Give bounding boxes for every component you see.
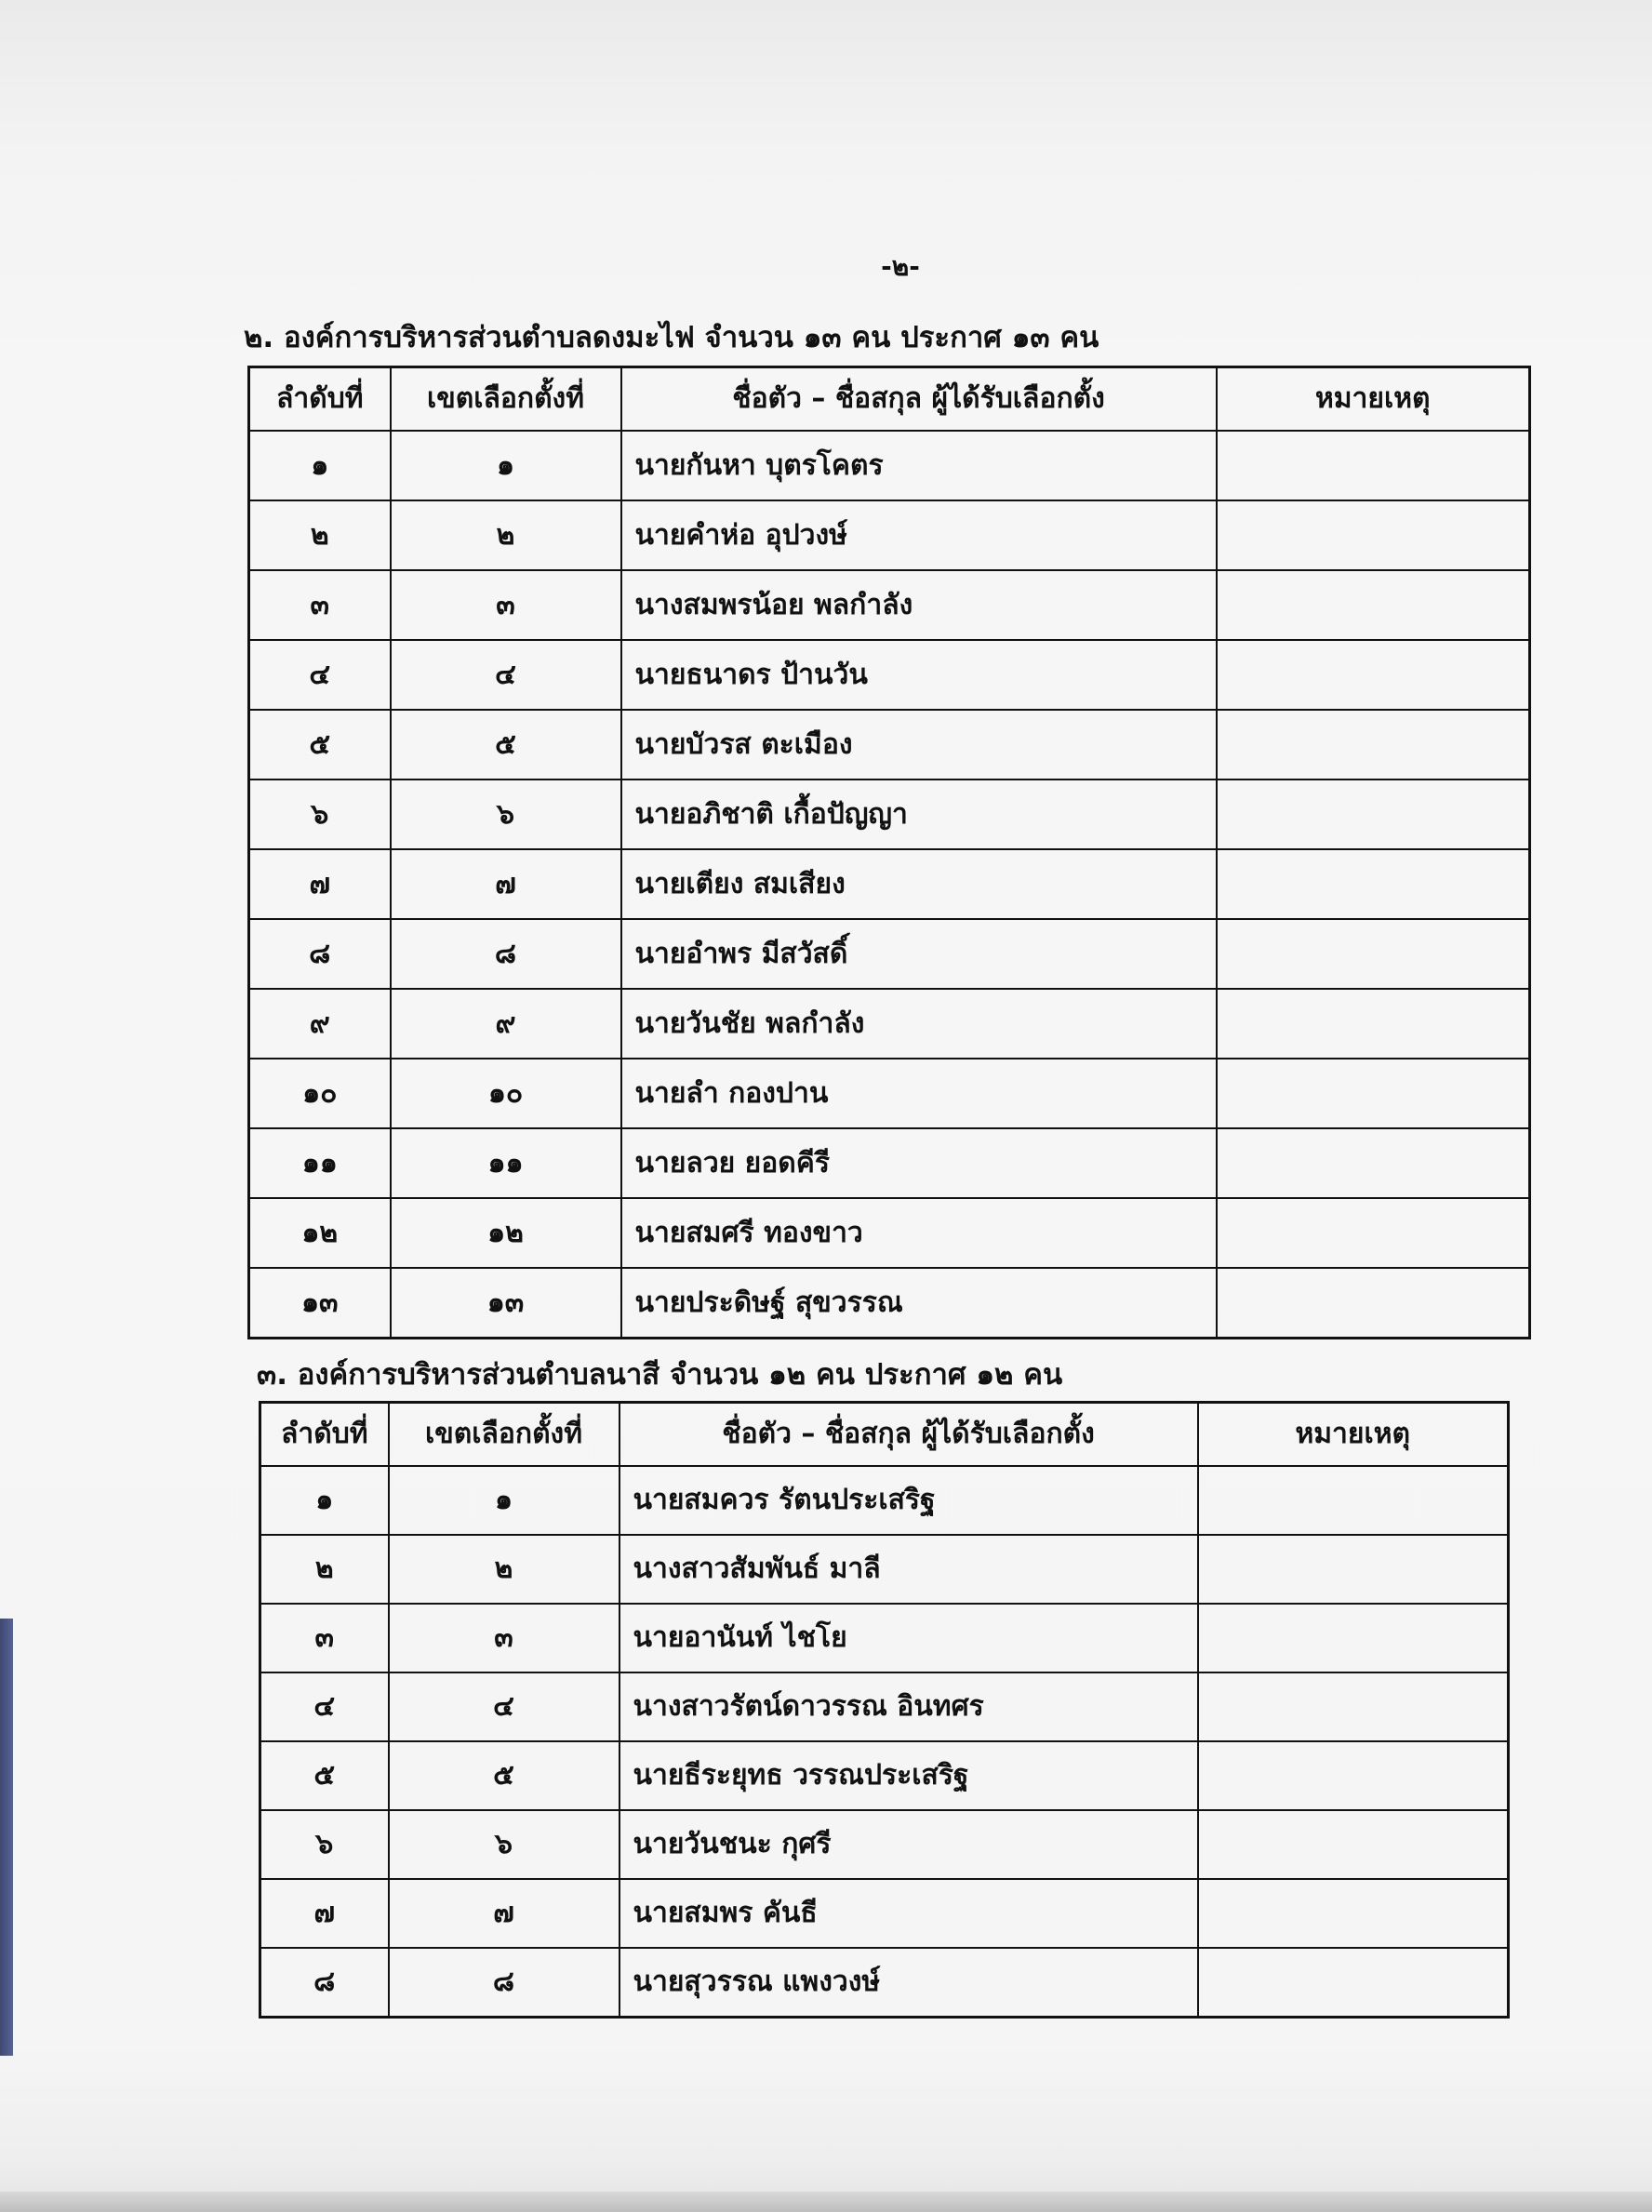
cell-order: ๔ — [249, 640, 391, 710]
table-row — [249, 1268, 1530, 1339]
cell-order: ๖ — [249, 780, 391, 849]
cell-name: นายอภิชาติ เกื้อปัญญา — [621, 780, 1217, 849]
cell-note — [1217, 431, 1530, 500]
cell-note — [1217, 1268, 1530, 1339]
cell-district: ๘ — [391, 919, 621, 989]
cell-district: ๑๓ — [391, 1268, 621, 1339]
cell-district: ๑ — [391, 431, 621, 500]
cell-order: ๕ — [249, 710, 391, 780]
header-district: เขตเลือกตั้งที่ — [391, 367, 621, 432]
header-order: ลำดับที่ — [260, 1403, 389, 1467]
table-row — [260, 1810, 1509, 1879]
cell-order: ๒ — [260, 1535, 389, 1604]
cell-name: นายวันชัย พลกำลัง — [621, 989, 1217, 1059]
cell-note — [1217, 710, 1530, 780]
cell-note — [1198, 1535, 1509, 1604]
section-3-title: ๓. องค์การบริหารส่วนตำบลนาสี จำนวน ๑๒ คน ประกาศ ๑๒ คน — [257, 1358, 1063, 1392]
cell-district: ๗ — [389, 1879, 620, 1948]
cell-note — [1198, 1810, 1509, 1879]
cell-name: นายสมควร รัตนประเสริฐ — [620, 1466, 1198, 1535]
header-note: หมายเหตุ — [1217, 367, 1530, 432]
cell-note — [1217, 780, 1530, 849]
cell-note — [1217, 640, 1530, 710]
cell-order: ๖ — [260, 1810, 389, 1879]
table-row — [249, 849, 1530, 919]
cell-name: นายประดิษฐ์ สุขวรรณ — [621, 1268, 1217, 1339]
cell-district: ๕ — [389, 1741, 620, 1810]
table-header-row — [249, 367, 1530, 432]
cell-name: นายคำห่อ อุปวงษ์ — [621, 500, 1217, 570]
cell-district: ๖ — [389, 1810, 620, 1879]
cell-district: ๕ — [391, 710, 621, 780]
cell-order: ๑ — [260, 1466, 389, 1535]
cell-note — [1217, 989, 1530, 1059]
table-row — [249, 989, 1530, 1059]
table-row — [260, 1466, 1509, 1535]
page-number: -๒- — [881, 251, 920, 282]
section-3-table-body — [260, 1466, 1509, 2018]
table-row — [249, 1198, 1530, 1268]
header-district: เขตเลือกตั้งที่ — [389, 1403, 620, 1467]
cell-district: ๑๐ — [391, 1059, 621, 1128]
cell-district: ๒ — [389, 1535, 620, 1604]
header-name: ชื่อตัว – ชื่อสกุล ผู้ได้รับเลือกตั้ง — [620, 1403, 1198, 1467]
cell-order: ๓ — [260, 1604, 389, 1672]
cell-note — [1198, 1879, 1509, 1948]
cell-name: นายอานันท์ ไชโย — [620, 1604, 1198, 1672]
cell-note — [1198, 1466, 1509, 1535]
table-row — [249, 431, 1530, 500]
page-edge-left — [0, 1619, 13, 2056]
cell-order: ๑๓ — [249, 1268, 391, 1339]
cell-note — [1198, 1948, 1509, 2018]
cell-name: นางสาวสัมพันธ์ มาลี — [620, 1535, 1198, 1604]
cell-note — [1217, 570, 1530, 640]
section-2-title: ๒. องค์การบริหารส่วนตำบลดงมะไฟ จำนวน ๑๓ คน ประกาศ ๑๓ คน — [244, 321, 1099, 354]
cell-order: ๒ — [249, 500, 391, 570]
cell-district: ๓ — [391, 570, 621, 640]
section-3-table — [259, 1401, 1510, 2019]
cell-name: นายกันหา บุตรโคตร — [621, 431, 1217, 500]
cell-order: ๕ — [260, 1741, 389, 1810]
cell-name: นางสาวรัตน์ดาวรรณ อินทศร — [620, 1672, 1198, 1741]
table-row — [249, 1059, 1530, 1128]
cell-note — [1217, 849, 1530, 919]
cell-district: ๗ — [391, 849, 621, 919]
table-row — [260, 1741, 1509, 1810]
table-row — [249, 919, 1530, 989]
cell-order: ๙ — [249, 989, 391, 1059]
table-row — [260, 1879, 1509, 1948]
section-2-table — [247, 366, 1531, 1339]
cell-district: ๑๑ — [391, 1128, 621, 1198]
table-row — [249, 640, 1530, 710]
cell-name: นายลำ กองปาน — [621, 1059, 1217, 1128]
header-name: ชื่อตัว – ชื่อสกุล ผู้ได้รับเลือกตั้ง — [621, 367, 1217, 432]
cell-district: ๑ — [389, 1466, 620, 1535]
cell-district: ๘ — [389, 1948, 620, 2018]
table-row — [260, 1672, 1509, 1741]
cell-name: นายวันชนะ กุศรี — [620, 1810, 1198, 1879]
table-row — [249, 710, 1530, 780]
cell-name: นายสุวรรณ แพงวงษ์ — [620, 1948, 1198, 2018]
cell-note — [1217, 1059, 1530, 1128]
cell-note — [1217, 919, 1530, 989]
cell-order: ๘ — [249, 919, 391, 989]
cell-district: ๓ — [389, 1604, 620, 1672]
table-row — [260, 1948, 1509, 2018]
cell-order: ๗ — [260, 1879, 389, 1948]
cell-district: ๒ — [391, 500, 621, 570]
cell-order: ๑ — [249, 431, 391, 500]
cell-name: นายธีระยุทธ วรรณประเสริฐ — [620, 1741, 1198, 1810]
cell-order: ๑๐ — [249, 1059, 391, 1128]
section-2-table-body — [249, 431, 1530, 1339]
cell-order: ๓ — [249, 570, 391, 640]
cell-district: ๔ — [389, 1672, 620, 1741]
page-edge-bottom — [0, 2192, 1652, 2212]
cell-name: นายเตียง สมเสียง — [621, 849, 1217, 919]
cell-name: นายสมศรี ทองขาว — [621, 1198, 1217, 1268]
cell-name: นางสมพรน้อย พลกำลัง — [621, 570, 1217, 640]
table-row — [260, 1604, 1509, 1672]
header-note: หมายเหตุ — [1198, 1403, 1509, 1467]
cell-order: ๘ — [260, 1948, 389, 2018]
cell-name: นายบัวรส ตะเมือง — [621, 710, 1217, 780]
cell-name: นายธนาดร ป้านวัน — [621, 640, 1217, 710]
cell-name: นายสมพร คันธี — [620, 1879, 1198, 1948]
cell-note — [1217, 1128, 1530, 1198]
cell-order: ๑๑ — [249, 1128, 391, 1198]
table-row — [249, 570, 1530, 640]
cell-order: ๗ — [249, 849, 391, 919]
table-row — [249, 500, 1530, 570]
cell-note — [1217, 1198, 1530, 1268]
cell-district: ๔ — [391, 640, 621, 710]
cell-district: ๑๒ — [391, 1198, 621, 1268]
table-row — [260, 1535, 1509, 1604]
cell-district: ๙ — [391, 989, 621, 1059]
cell-note — [1198, 1672, 1509, 1741]
cell-note — [1217, 500, 1530, 570]
table-header-row — [260, 1403, 1509, 1467]
cell-note — [1198, 1741, 1509, 1810]
cell-name: นายอำพร มีสวัสดิ์ — [621, 919, 1217, 989]
header-order: ลำดับที่ — [249, 367, 391, 432]
cell-district: ๖ — [391, 780, 621, 849]
cell-order: ๔ — [260, 1672, 389, 1741]
table-row — [249, 1128, 1530, 1198]
cell-note — [1198, 1604, 1509, 1672]
table-row — [249, 780, 1530, 849]
cell-name: นายลวย ยอดคีรี — [621, 1128, 1217, 1198]
cell-order: ๑๒ — [249, 1198, 391, 1268]
